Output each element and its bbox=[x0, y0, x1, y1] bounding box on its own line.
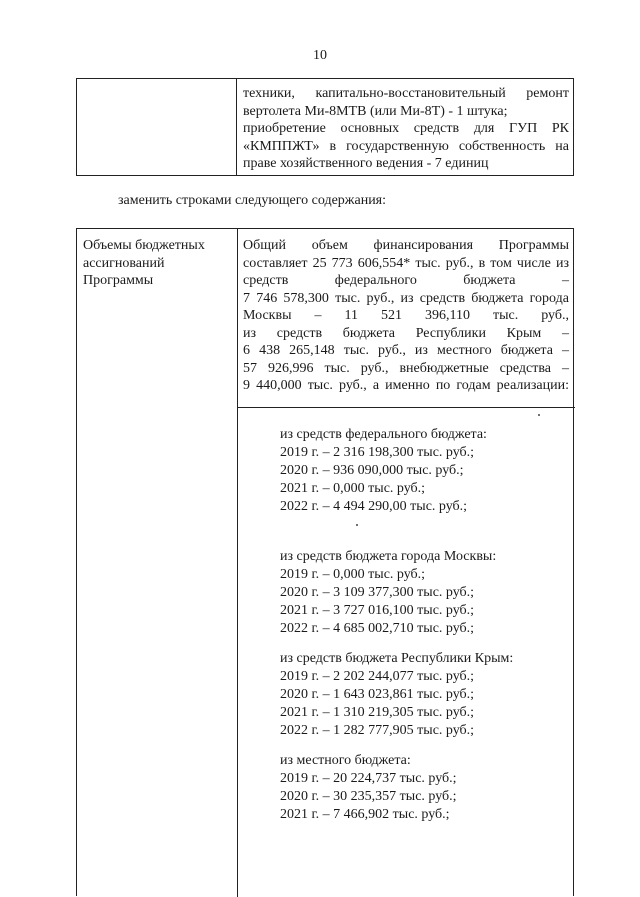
description-line: из средств бюджета Республики Крым – bbox=[243, 325, 569, 341]
funding-year-line: 2019 г. – 2 316 198,300 тыс. руб.; bbox=[280, 445, 475, 460]
previous-row-line: вертолета Ми-8МТВ (или Ми-8Т) - 1 штука; bbox=[243, 103, 508, 119]
funding-year-line: 2019 г. – 0,000 тыс. руб.; bbox=[280, 567, 426, 582]
budget-allocation-table bbox=[76, 228, 574, 896]
funding-year-line: 2020 г. – 936 090,000 тыс. руб.; bbox=[280, 463, 464, 478]
row-label-line: Объемы бюджетных bbox=[83, 238, 205, 253]
page-number: 10 bbox=[313, 48, 327, 63]
scan-speck bbox=[356, 524, 358, 526]
funding-year-line: 2022 г. – 4 494 290,00 тыс. руб.; bbox=[280, 499, 468, 514]
row-label-line: Программы bbox=[83, 273, 154, 288]
previous-row-line: техники, капитально-восстановительный ремонт bbox=[243, 86, 569, 101]
funding-year-line: 2021 г. – 7 466,902 тыс. руб.; bbox=[280, 807, 450, 822]
funding-group-title: из средств бюджета города Москвы: bbox=[280, 549, 497, 564]
description-line: 9 440,000 тыс. руб., а именно по годам реализации: bbox=[243, 378, 569, 393]
funding-group-title: из местного бюджета: bbox=[280, 753, 411, 768]
row-label-cell bbox=[83, 237, 233, 290]
funding-year-line: 2021 г. – 1 310 219,305 тыс. руб.; bbox=[280, 705, 475, 720]
funding-year-line: 2022 г. – 4 685 002,710 тыс. руб.; bbox=[280, 621, 475, 636]
total-financing-description bbox=[243, 237, 569, 395]
description-line: Общий объем финансирования Программы bbox=[243, 238, 569, 253]
replacement-instruction: заменить строками следующего содержания: bbox=[118, 193, 387, 208]
previous-row-line: праве хозяйственного ведения - 7 единиц bbox=[243, 156, 489, 171]
funding-year-line: 2021 г. – 0,000 тыс. руб.; bbox=[280, 481, 426, 496]
description-line: 7 746 578,300 тыс. руб., из средств бюджета города bbox=[243, 290, 569, 306]
funding-group-title: из средств федерального бюджета: bbox=[280, 427, 487, 442]
scan-speck bbox=[538, 414, 540, 416]
previous-row-line: приобретение основных средств для ГУП РК bbox=[243, 121, 569, 136]
previous-row-label-cell bbox=[77, 79, 237, 175]
funding-by-year-cell bbox=[237, 407, 575, 897]
description-line: средств федерального бюджета – bbox=[243, 273, 569, 288]
description-line: Москвы – 11 521 396,110 тыс. руб., bbox=[243, 308, 569, 323]
funding-year-line: 2020 г. – 1 643 023,861 тыс. руб.; bbox=[280, 687, 475, 702]
funding-year-line: 2020 г. – 30 235,357 тыс. руб.; bbox=[280, 789, 457, 804]
description-line: 6 438 265,148 тыс. руб., из местного бюджета – bbox=[243, 343, 569, 358]
row-label-line: ассигнований bbox=[83, 255, 165, 271]
funding-year-line: 2019 г. – 2 202 244,077 тыс. руб.; bbox=[280, 669, 475, 684]
previous-row-text-cell bbox=[243, 85, 569, 173]
description-line: 57 926,996 тыс. руб., внебюджетные средства – bbox=[243, 360, 569, 376]
funding-year-line: 2020 г. – 3 109 377,300 тыс. руб.; bbox=[280, 585, 475, 600]
federal-budget-group bbox=[280, 426, 487, 516]
crimea-budget-group bbox=[280, 650, 513, 740]
moscow-budget-group bbox=[280, 548, 496, 638]
funding-year-line: 2019 г. – 20 224,737 тыс. руб.; bbox=[280, 771, 457, 786]
previous-row-line: «КМППЖТ» в государственную собственность на bbox=[243, 138, 569, 154]
previous-table-row bbox=[76, 78, 574, 176]
funding-year-line: 2022 г. – 1 282 777,905 тыс. руб.; bbox=[280, 723, 475, 738]
funding-group-title: из средств бюджета Республики Крым: bbox=[280, 651, 514, 666]
description-line: составляет 25 773 606,554* тыс. руб., в том числе из bbox=[243, 255, 569, 271]
local-budget-group bbox=[280, 752, 457, 824]
funding-year-line: 2021 г. – 3 727 016,100 тыс. руб.; bbox=[280, 603, 475, 618]
